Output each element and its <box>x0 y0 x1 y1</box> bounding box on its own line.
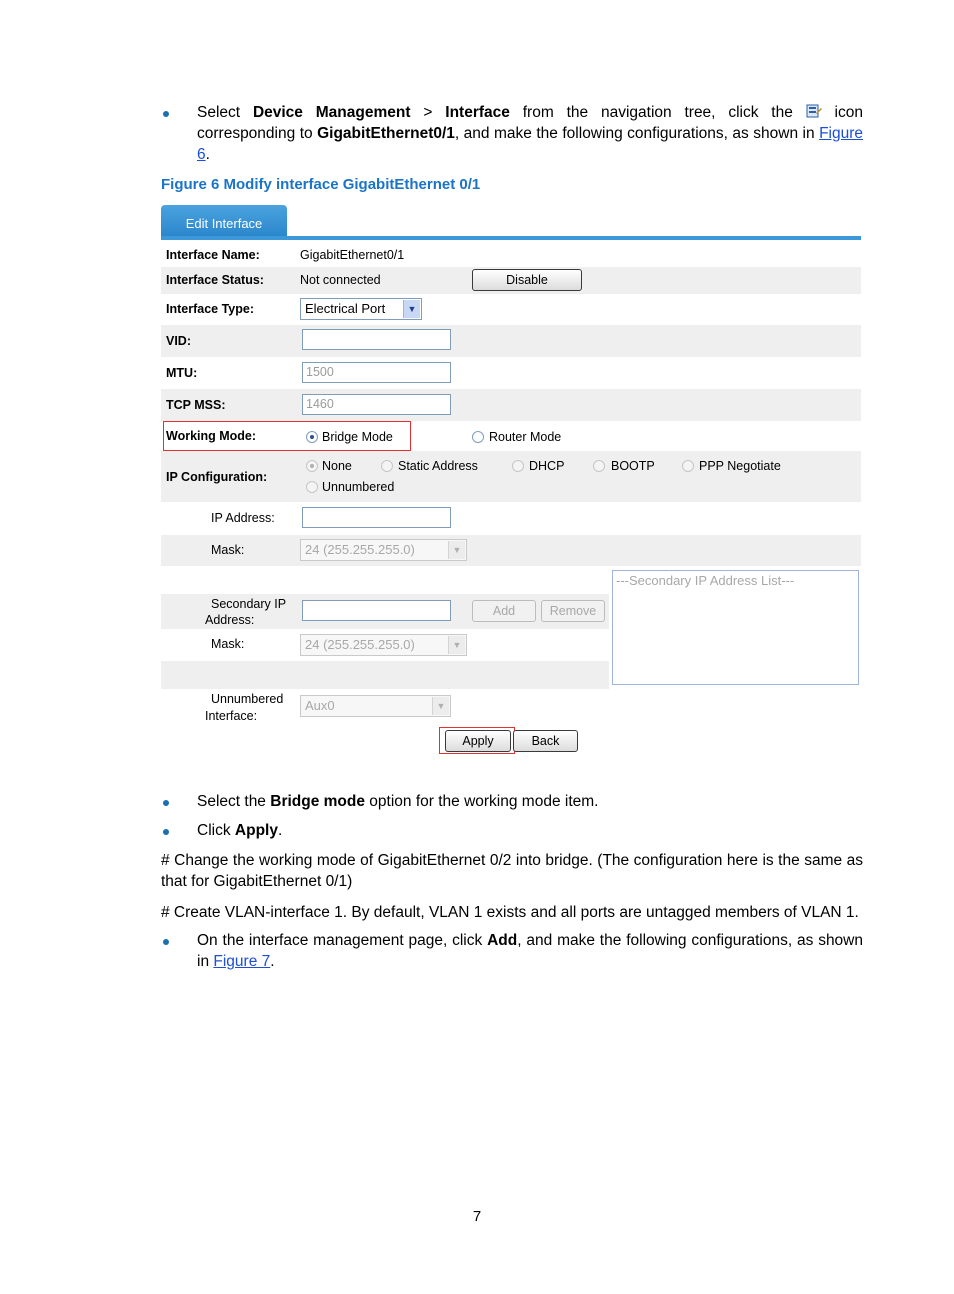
ip-unnumbered-label: Unnumbered <box>322 480 395 494</box>
bullet-dot <box>163 111 169 117</box>
b3-bold: Add <box>487 932 518 949</box>
bullet-dot <box>163 800 169 806</box>
tcp-mss-input[interactable]: 1460 <box>302 394 451 415</box>
row-mask-2 <box>161 629 609 661</box>
chevron-down-icon: ▼ <box>432 697 449 715</box>
disable-button[interactable]: Disable <box>472 269 582 291</box>
row-secondary-ip <box>161 594 609 629</box>
apply-button[interactable]: Apply <box>445 730 511 752</box>
back-button[interactable]: Back <box>513 730 578 752</box>
unnumbered-label-2: Interface: <box>205 709 258 723</box>
page-number: 7 <box>472 1208 482 1225</box>
ip-bootp-label: BOOTP <box>611 459 655 473</box>
bullet-add-interface <box>197 930 863 972</box>
edit-interface-panel <box>161 205 861 765</box>
unnumbered-select[interactable] <box>300 695 451 717</box>
intro-gt: > <box>423 104 433 121</box>
row-interface-type <box>161 294 861 325</box>
interface-name-value: GigabitEthernet0/1 <box>300 248 405 262</box>
intro-paragraph <box>197 102 863 165</box>
intro-gig: GigabitEthernet0/1 <box>317 125 455 142</box>
mtu-input[interactable]: 1500 <box>302 362 451 383</box>
row-interface-name <box>161 243 861 267</box>
interface-name-label: Interface Name: <box>166 248 260 262</box>
intro-interface: Interface <box>445 104 510 121</box>
intro-device-management: Device Management <box>252 104 411 121</box>
intro-select: Select <box>197 104 241 121</box>
router-mode-radio[interactable] <box>472 431 484 443</box>
interface-type-select[interactable] <box>300 298 422 320</box>
b3-end: . <box>270 953 275 970</box>
router-mode-label: Router Mode <box>489 430 562 444</box>
bullet-select-bridge <box>197 791 863 812</box>
secondary-ip-list[interactable]: ---Secondary IP Address List--- <box>612 570 859 685</box>
secondary-ip-input[interactable] <box>302 600 451 621</box>
mask2-value: 24 (255.255.255.0) <box>305 637 415 652</box>
mask2-label: Mask: <box>211 637 245 651</box>
intro-period: . <box>205 146 210 163</box>
b2-post: . <box>277 822 283 839</box>
interface-status-label: Interface Status: <box>166 273 264 287</box>
mask-label: Mask: <box>211 543 245 557</box>
b3-pre: On the interface management page, click <box>197 932 483 949</box>
ip-address-label: IP Address: <box>211 511 275 525</box>
interface-status-value: Not connected <box>300 273 381 287</box>
paragraph-change-mode: # Change the working mode of GigabitEthernet 0/2 into bridge. (The configuration here is the same as that for GigabitEthernet 0/1) <box>161 852 863 890</box>
row-ip-configuration <box>161 451 861 502</box>
row-interface-status <box>161 267 861 294</box>
b1-bold: Bridge mode <box>270 793 365 810</box>
row-spacer-2 <box>161 661 609 689</box>
b1-pre: Select the <box>197 793 266 810</box>
ip-ppp-label: PPP Negotiate <box>699 459 781 473</box>
ip-dhcp-label: DHCP <box>529 459 565 473</box>
bullet-dot <box>163 939 169 945</box>
row-vid <box>161 325 861 357</box>
b3-post: , and make the following configurations, as shown in <box>197 932 863 970</box>
ip-unnumbered-radio[interactable] <box>306 481 318 493</box>
tcp-mss-label: TCP MSS: <box>166 398 226 412</box>
ip-none-radio[interactable] <box>306 460 318 472</box>
unnumbered-label-1: Unnumbered <box>211 692 284 706</box>
working-mode-highlight <box>163 421 411 451</box>
row-unnumbered <box>161 689 861 725</box>
intro-corresponding: corresponding to <box>197 125 313 142</box>
vid-label: VID: <box>166 334 191 348</box>
mtu-label: MTU: <box>166 366 198 380</box>
row-mtu <box>161 357 861 389</box>
secondary-ip-label-1: Secondary IP <box>211 597 287 611</box>
vid-input[interactable] <box>302 329 451 350</box>
b2-pre: Click <box>197 822 231 839</box>
remove-button[interactable]: Remove <box>541 600 605 622</box>
figure-7-link[interactable]: Figure 7 <box>213 953 271 970</box>
tab-edit-interface[interactable]: Edit Interface <box>161 205 287 237</box>
ip-bootp-radio[interactable] <box>593 460 605 472</box>
row-spacer <box>161 566 609 594</box>
bullet-click-apply <box>197 820 863 841</box>
intro-text2: icon <box>834 104 863 121</box>
working-mode-label: Working Mode: <box>166 429 257 443</box>
ip-static-radio[interactable] <box>381 460 393 472</box>
bullet-dot <box>163 829 169 835</box>
chevron-down-icon: ▼ <box>403 300 420 318</box>
intro-text3: , and make the following configurations, as shown in <box>454 125 815 142</box>
chevron-down-icon: ▼ <box>448 541 465 559</box>
ip-ppp-radio[interactable] <box>682 460 694 472</box>
row-ip-address <box>161 502 861 535</box>
mask2-select[interactable] <box>300 634 467 656</box>
row-tcp-mss <box>161 389 861 421</box>
add-button[interactable]: Add <box>472 600 536 622</box>
modify-icon <box>806 103 822 119</box>
mask-value: 24 (255.255.255.0) <box>305 542 415 557</box>
interface-type-value: Electrical Port <box>305 301 386 316</box>
ip-config-label: IP Configuration: <box>166 470 268 484</box>
chevron-down-icon: ▼ <box>448 636 465 654</box>
ip-address-input[interactable] <box>302 507 451 528</box>
unnumbered-value: Aux0 <box>305 698 335 713</box>
row-mask <box>161 535 861 566</box>
mask-select[interactable] <box>300 539 467 561</box>
tab-underline <box>161 236 861 240</box>
figure-caption: Figure 6 Modify interface GigabitEthernet 0/1 <box>161 176 481 193</box>
b2-bold: Apply <box>234 822 278 839</box>
bridge-mode-label: Bridge Mode <box>322 430 393 444</box>
ip-static-label: Static Address <box>398 459 478 473</box>
figure-6-link[interactable]: Figure 6 <box>197 125 863 163</box>
paragraph-create-vlan: # Create VLAN-interface 1. By default, VLAN 1 exists and all ports are untagged members of VLAN 1. <box>161 904 859 921</box>
interface-type-label: Interface Type: <box>166 302 254 316</box>
intro-text1: from the navigation tree, click the <box>522 104 793 121</box>
ip-none-label: None <box>322 459 352 473</box>
b1-post: option for the working mode item. <box>369 793 599 810</box>
secondary-ip-label-2: Address: <box>205 613 255 627</box>
ip-dhcp-radio[interactable] <box>512 460 524 472</box>
